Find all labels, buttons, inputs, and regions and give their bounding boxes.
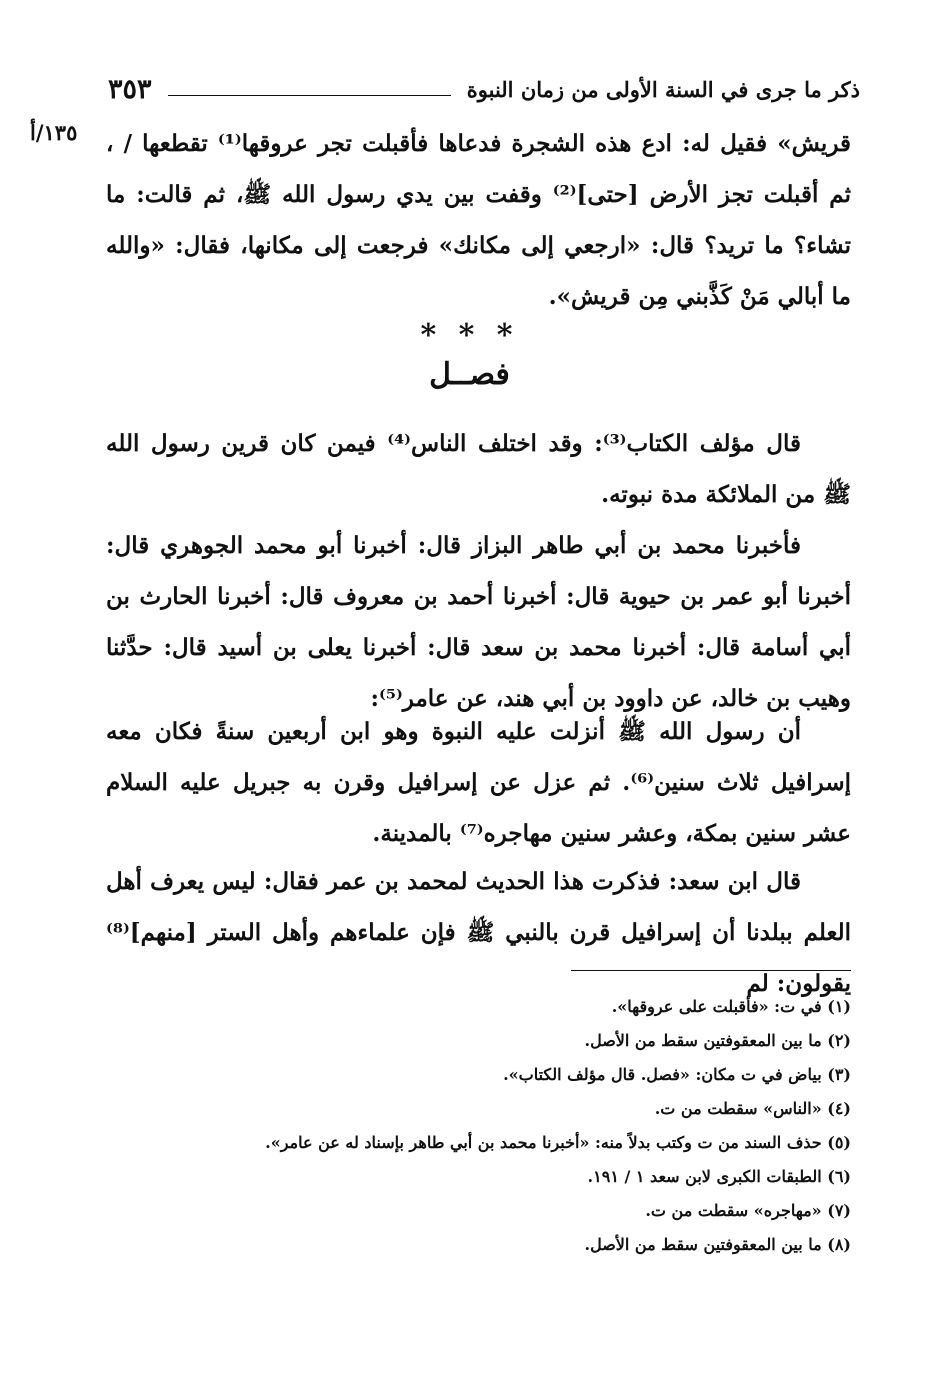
paragraph-isnad: فأخبرنا محمد بن أبي طاهر البزاز قال: أخبرنا أبو محمد الجوهري قال: أخبرنا أبو عمر بن حيوية قال: أخبرنا أحمد بن معروف قال: أخبرنا الحارث بن أبي أسامة قال: أخبرنا محمد بن سعد قال: أخبرنا يعلى بن أسيد قال: حدَّثنا وهيب بن خالد، عن داوود بن أبي هند، عن عامر⁽⁵⁾: — [106, 532, 851, 712]
paragraph-2: قال مؤلف الكتاب⁽³⁾: وقد اختلف الناس⁽⁴⁾ فيمن كان قرين رسول الله ﷺ من الملائكة مدة نبوته. — [106, 430, 851, 508]
header-rule — [168, 95, 451, 96]
paragraph-5: قال ابن سعد: فذكرت هذا الحديث لمحمد بن عمر فقال: ليس يعرف أهل العلم ببلدنا أن إسرافيل قرن بالنبي ﷺ فإن علماءهم وأهل الستر [منهم]⁽⁸⁾ يقولون: لم — [106, 868, 851, 997]
paragraph-1: قريش» فقيل له: ادع هذه الشجرة فدعاها فأقبلت تجر عروقها⁽¹⁾ تقطعها / ، ثم أقبلت تجز الأرض [حتى]⁽²⁾ وقفت بين يدي رسول الله ﷺ، ثم قالت: ما تشاء؟ ما تريد؟ قال: «ارجعي إلى مكانك» فرجعت إلى مكانها، فقال: «والله ما أبالي مَنْ كَذَّبني مِن قريش». — [106, 130, 852, 310]
footnote-6: (٦) الطبقات الكبرى لابن سعد ١ / ١٩١. — [587, 1167, 851, 1186]
page-header — [108, 70, 860, 108]
footnote-8: (٨) ما بين المعقوفتين سقط من الأصل. — [584, 1235, 851, 1254]
section-separator: * * * — [420, 318, 519, 353]
footnote-7: (٧) «مهاجره» سقطت من ت. — [645, 1201, 851, 1220]
footnote-3: (٣) بياض في ت مكان: «فصل. قال مؤلف الكتاب». — [503, 1065, 851, 1084]
running-title: ذكر ما جرى في السنة الأولى من زمان النبوة — [466, 76, 860, 102]
section-title: فصــل — [429, 357, 510, 392]
manuscript-folio-marker: ١٣٥/أ — [30, 120, 78, 145]
footnotes-list — [106, 990, 851, 1262]
footnote-1: (١) في ت: «فأقبلت على عروقها». — [611, 997, 851, 1016]
footnote-separator — [571, 970, 851, 971]
footnote-2: (٢) ما بين المعقوفتين سقط من الأصل. — [584, 1031, 851, 1050]
footnote-5: (٥) حذف السند من ت وكتب بدلاً منه: «أخبرنا محمد بن أبي طاهر بإسناد له عن عامر». — [265, 1133, 851, 1152]
footnote-4: (٤) «الناس» سقطت من ت. — [654, 1099, 851, 1118]
page-number: ٣٥٣ — [108, 73, 152, 105]
paragraph-4: أن رسول الله ﷺ أنزلت عليه النبوة وهو ابن أربعين سنةً فكان معه إسرافيل ثلاث سنين⁽⁶⁾. ثم عزل عن إسرافيل وقرن به جبريل عليه السلام عشر سنين بمكة، وعشر سنين مهاجره⁽⁷⁾ بالمدينة. — [106, 718, 851, 847]
